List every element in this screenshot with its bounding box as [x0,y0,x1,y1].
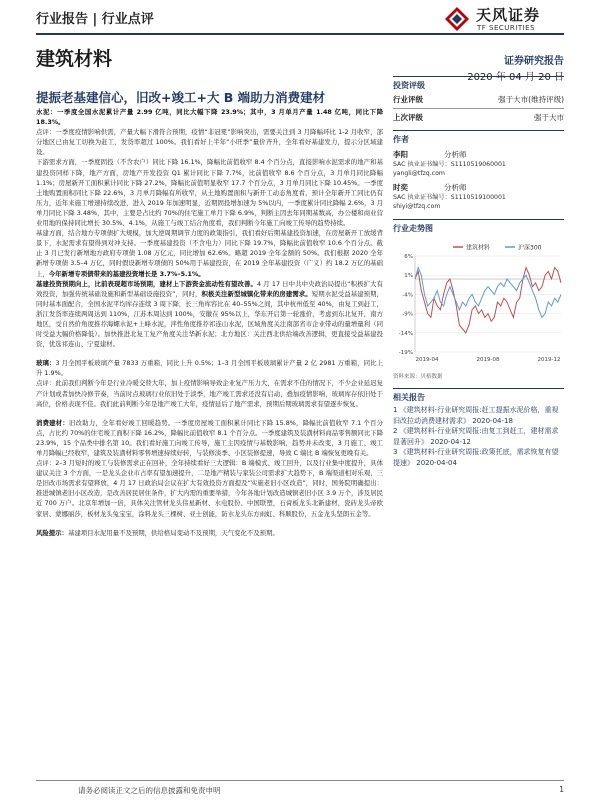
analyst-name-row [393,149,564,160]
logo-text-en: TF SECURITIES [477,24,536,32]
analyst-name: 李阳 [393,150,408,159]
report-body [36,107,383,538]
x-tick-label: 2019-04 [415,357,439,363]
report-category: 行业报告 | 行业点评 [36,12,154,27]
y-tick-label: 1% [404,273,413,280]
paragraph: 点评：2–3 月短时的竣工与装修需求正在回补，全年持续看好三大逻辑：B 端模式、竣工回升，以及行业集中度提升，具体建议关注 3 个方面，一是龙头企业市占率有望加速提升，二是地产精装与家装公司需求扩大趋势下，B 端渠道相对乐观，三是旧改市场需求有望释放，4 月 17 日政治局会议在扩大有效投资方面提及“实施老旧小区改造”，同时，国务院明确提出：推进城镇老旧小区改造，是改善居民居住条件，扩大内需的重要举措，今年各地计划改造城镇老旧小区 3.9 万个，涉及居民近 700 万户。北京年增加一倍，具体关注管材龙头伟星新材、水电股份、中国联塑，石膏板龙头北新建材，瓷砖龙头帝欧家居、蒙娜丽莎，板材龙头兔宝宝，涂料龙头三棵树、亚士创能，防水龙头东方雨虹、科顺股份，五金龙头坚朗五金等。 [36,459,383,518]
sidebar [393,76,564,468]
paragraph: 点评：此前我们判断今年是行业冷暖交替大年，加上疫情影响导致企业复产压力大，在需求不佳的情况下，不少企业延迟复产计划或者加快冷修节奏，当前时点玻璃行业依旧处于淡季，地产竣工需求还没有启动，叠加疫情影响，玻璃库存依旧处于高位，价格表现不佳。我们此前判断今年是地产竣工大年，疫情延后了地产需求，预期后期玻璃需求有望逐步恢复。 [36,379,383,408]
related-report-link[interactable] [393,447,564,468]
paragraph [36,358,383,378]
rating-label: 行业评级 [393,95,423,104]
related-report-date: 2020-04-04 [416,458,457,467]
paragraph [36,107,383,127]
industry-title: 建筑材料 [36,48,113,70]
x-tick-label: 2019-08 [476,357,500,363]
related-report-title[interactable]: 2 《建筑材料-行业研究周报:由复工到赶工，建材需求显著回升》 [393,427,559,446]
x-tick-label: 2019-12 [537,357,561,363]
analyst-email[interactable]: shiyi@tfzq.com [393,203,441,210]
related-report-link[interactable] [393,426,564,447]
paragraph [36,418,383,458]
legend-label: 建筑材料 [466,244,491,252]
analyst-name-row [393,182,564,193]
footer-disclaimer: 请务必阅读正文之后的信息披露和免责申明 [78,786,221,795]
paragraph [36,228,383,278]
bold-run: 玻璃： [36,359,56,368]
series-line [415,268,561,333]
analyst-card [393,149,564,178]
text-run: 旧改助力，全年看好竣工回暖趋势。一季度房屋竣工面积累计同比下降 15.8%，降幅比前值收窄 7.1 个百分点，占比约 70%的住宅竣工面积下降 16.2%，降幅比前值收窄 8.1 个百分点。一季度建筑及装潢材料商品零售额同比下降 23.9%，15 个品类中排名第 10。我们看好施工向竣工传导，施工主因疫情与基数影响，趋势并未改变，3 月施工、竣工单月降幅已经收窄，建筑及装潢材料零售增速持续好转，与装修淡季、小区装修提速，导致 C 端比 B 端恢复更晚有关。 [36,418,384,457]
spacer [36,349,383,358]
divider [393,108,564,109]
related-report-title[interactable]: 3 《建筑材料-行业研究周报:政策托底，需求恢复有望提速》 [393,448,559,467]
spacer [36,519,383,528]
industry-trend-chart [393,240,564,380]
report-type: 证券研究报告 [504,56,564,67]
y-tick-label: -14% [398,330,413,337]
bold-run: 风险提示： [36,528,68,537]
bold-run: 消费建材： [36,418,69,427]
tf-logo-icon [444,6,470,32]
paragraph: 点评：一季度疫情影响供需，产量大幅下滑符合预期，疫情“非冠冕”影响突出，需要关注到 3 月降幅环比 1-2 月收窄，部分地区已由复工切换为赶工，发货率超过 100%。我们看好上半年“小旺季”量价齐升，全年看好基建发力，提示分区域建设。 [36,128,383,157]
analyst-heading: 作者 [393,130,564,145]
paragraph: 下游需求方面，一季度固投（不含农户）同比下降 16.1%，降幅比前值收窄 8.4 个百分点，直接影响水泥需求的地产和基建投资同样下降，地产方面，房地产开发投资 Q1 累计同比下降 7.7%，比前值收窄 8.6 个百分点，3 月单月同比降幅 1.1%；房屋新开工面积累计同比下降 27.2%，降幅比前值明显收窄 17.7 个百分点，3 月单月同比下降 10.45%。一季度土地购置面积同比下降 22.6%，3 月单月降幅有所收窄，从土地购置面积与新开工动态角度看，预计全年新开工同比仍有压力，近年来施工增速持续改进，进入 2019 年加速明显，近期固投增加速为 5%以内，一季度累计同比降幅 2.6%，3 月单月同比下降 3.48%，其中，主要是占比约 70%的住宅施工单月下降 6.9%，判断主因去年同期基数高，办公楼和商业营业用地的保持同比增长 30.5%、4.1%，从施工与竣工结合角度看，我们判断今年施工向竣工传导的趋势持续。 [36,158,383,228]
report-title: 提振老基建信心，旧改+竣工+大 B 端助力消费建材 [36,90,326,105]
bold-run: 积极关注新型城镇化带来的房建需求。 [201,289,312,298]
related-report-date: 2020-04-12 [430,437,471,446]
analyst-sac: SAC 执业证书编号：S1110519060001 [393,161,506,168]
legend-label: 沪深300 [518,244,542,252]
paragraph [36,528,383,538]
page-number: 1 [559,785,564,794]
rating-row [393,93,564,106]
previous-rating-label: 上次评级 [393,113,423,122]
report-date: 2020 年 04 月 20 日 [467,72,564,83]
rating-heading: 投资评级 [393,76,564,91]
text-run: 基建方面，结合地方专项债扩大规模，加大逆周期调节力度的政策指引，我们看好后期基建投资加速，在房屋新开工放缓背景下，水泥需求有望得到对冲支持。一季度基建投资（不含电力）同比下降 19.7%，降幅比前值收窄 10.6 个百分点。截止 3 月已发行新增地方政府专项债 1.08 万亿元，同比增加 62.6%。略超 2019 全年金额的 50%。我们根据 2020 全年新增专项债 3.5–4 万亿，同时假设新增专项债的 50%用于基建投资，在 2019 全年基建投资（广义）约 18.2 万亿的基础上， [36,229,383,278]
logo-text-cn: 天风证券 [476,6,541,24]
analyst-sac: SAC 执业证书编号：S1110519100001 [393,194,506,201]
rating-value: 强于大市(维持评级) [498,95,564,104]
brand-logo [444,4,564,38]
chart-heading: 行业走势图 [393,219,564,234]
spacer [36,409,383,418]
text-run: 4 月 17 日中共中央政治局提出“积极扩大有效投资，加强传统基础设施和新型基础设施投资”，同时， [36,279,383,298]
y-tick-label: -4% [402,292,413,299]
analyst-card [393,182,564,211]
paragraph [36,279,383,350]
trend-chart-svg [393,240,564,370]
chart-source: 资料来源：贝格数据 [393,374,443,380]
related-heading: 相关报告 [393,388,564,403]
related-report-link[interactable] [393,405,564,426]
analyst-name: 时奕 [393,183,408,192]
text-run: 基建项目水泥用量不及预期，供给格局变动不及预期，天气变化不及预期。 [67,528,279,537]
previous-rating-row [393,111,564,124]
related-reports [393,405,564,468]
analyst-role: 分析师 [444,183,467,192]
y-tick-label: -9% [402,311,413,318]
analyst-role: 分析师 [444,150,467,159]
y-tick-label: -19% [398,350,413,356]
footer-divider [36,780,564,781]
related-report-title[interactable]: 1 《建筑材料-行业研究周报:赶工提振水泥价格，重视旧改拉动消费建材需求》 [393,406,559,425]
y-tick-label: 6% [404,254,413,260]
bold-lead: 水泥：一季度全国水泥累计产量 2.99 亿吨，同比大幅下降 23.9%；其中，3 月单月产量 1.48 亿吨，同比下降 18.3%。 [36,108,383,127]
related-report-date: 2020-04-18 [472,416,513,425]
bold-run: 今年新增专项债带来的基建投资增长是 3.7%–5.1%。 [48,269,205,278]
previous-rating-value: 强于大市 [534,113,564,122]
bold-run: 基建投资预期向上，比前表现超市场预期，建材上下游资金流动性有望改善。 [36,279,258,288]
text-run: 短期水泥受益基建预期，同时基本面配合，全国水泥平均库存连续 3 周下降，长三角库容比在 40–55%之间，其中杭州低至 40%，由复工到赶工，浙江发货率连续两周达到 110%，江苏本周达到 100%，安徽在 95%以上，华东开启第一轮涨价，考虑到东北复开，南方地区，受自然价角度推荐海螺水泥+上峰水泥，泮性角度推荐祁连山水泥，区域角度关注南部省市企业带动的量增量利（同时受益大幅价格降低）。加快推进北复工复产角度关注华新水泥；北方地区：关注西北供给端改善逻辑，更直接受益基建投资，优选祁连山、宁夏建材。 [36,289,384,349]
analyst-email[interactable]: yangli@tfzq.com [393,170,445,177]
text-run: 3 月全国平板玻璃产量 7833 万重箱，同比上升 0.5%；1–3 月全国平板玻璃累计产量 2 亿 2981 万重箱，同比上升 1.9%。 [36,359,383,378]
